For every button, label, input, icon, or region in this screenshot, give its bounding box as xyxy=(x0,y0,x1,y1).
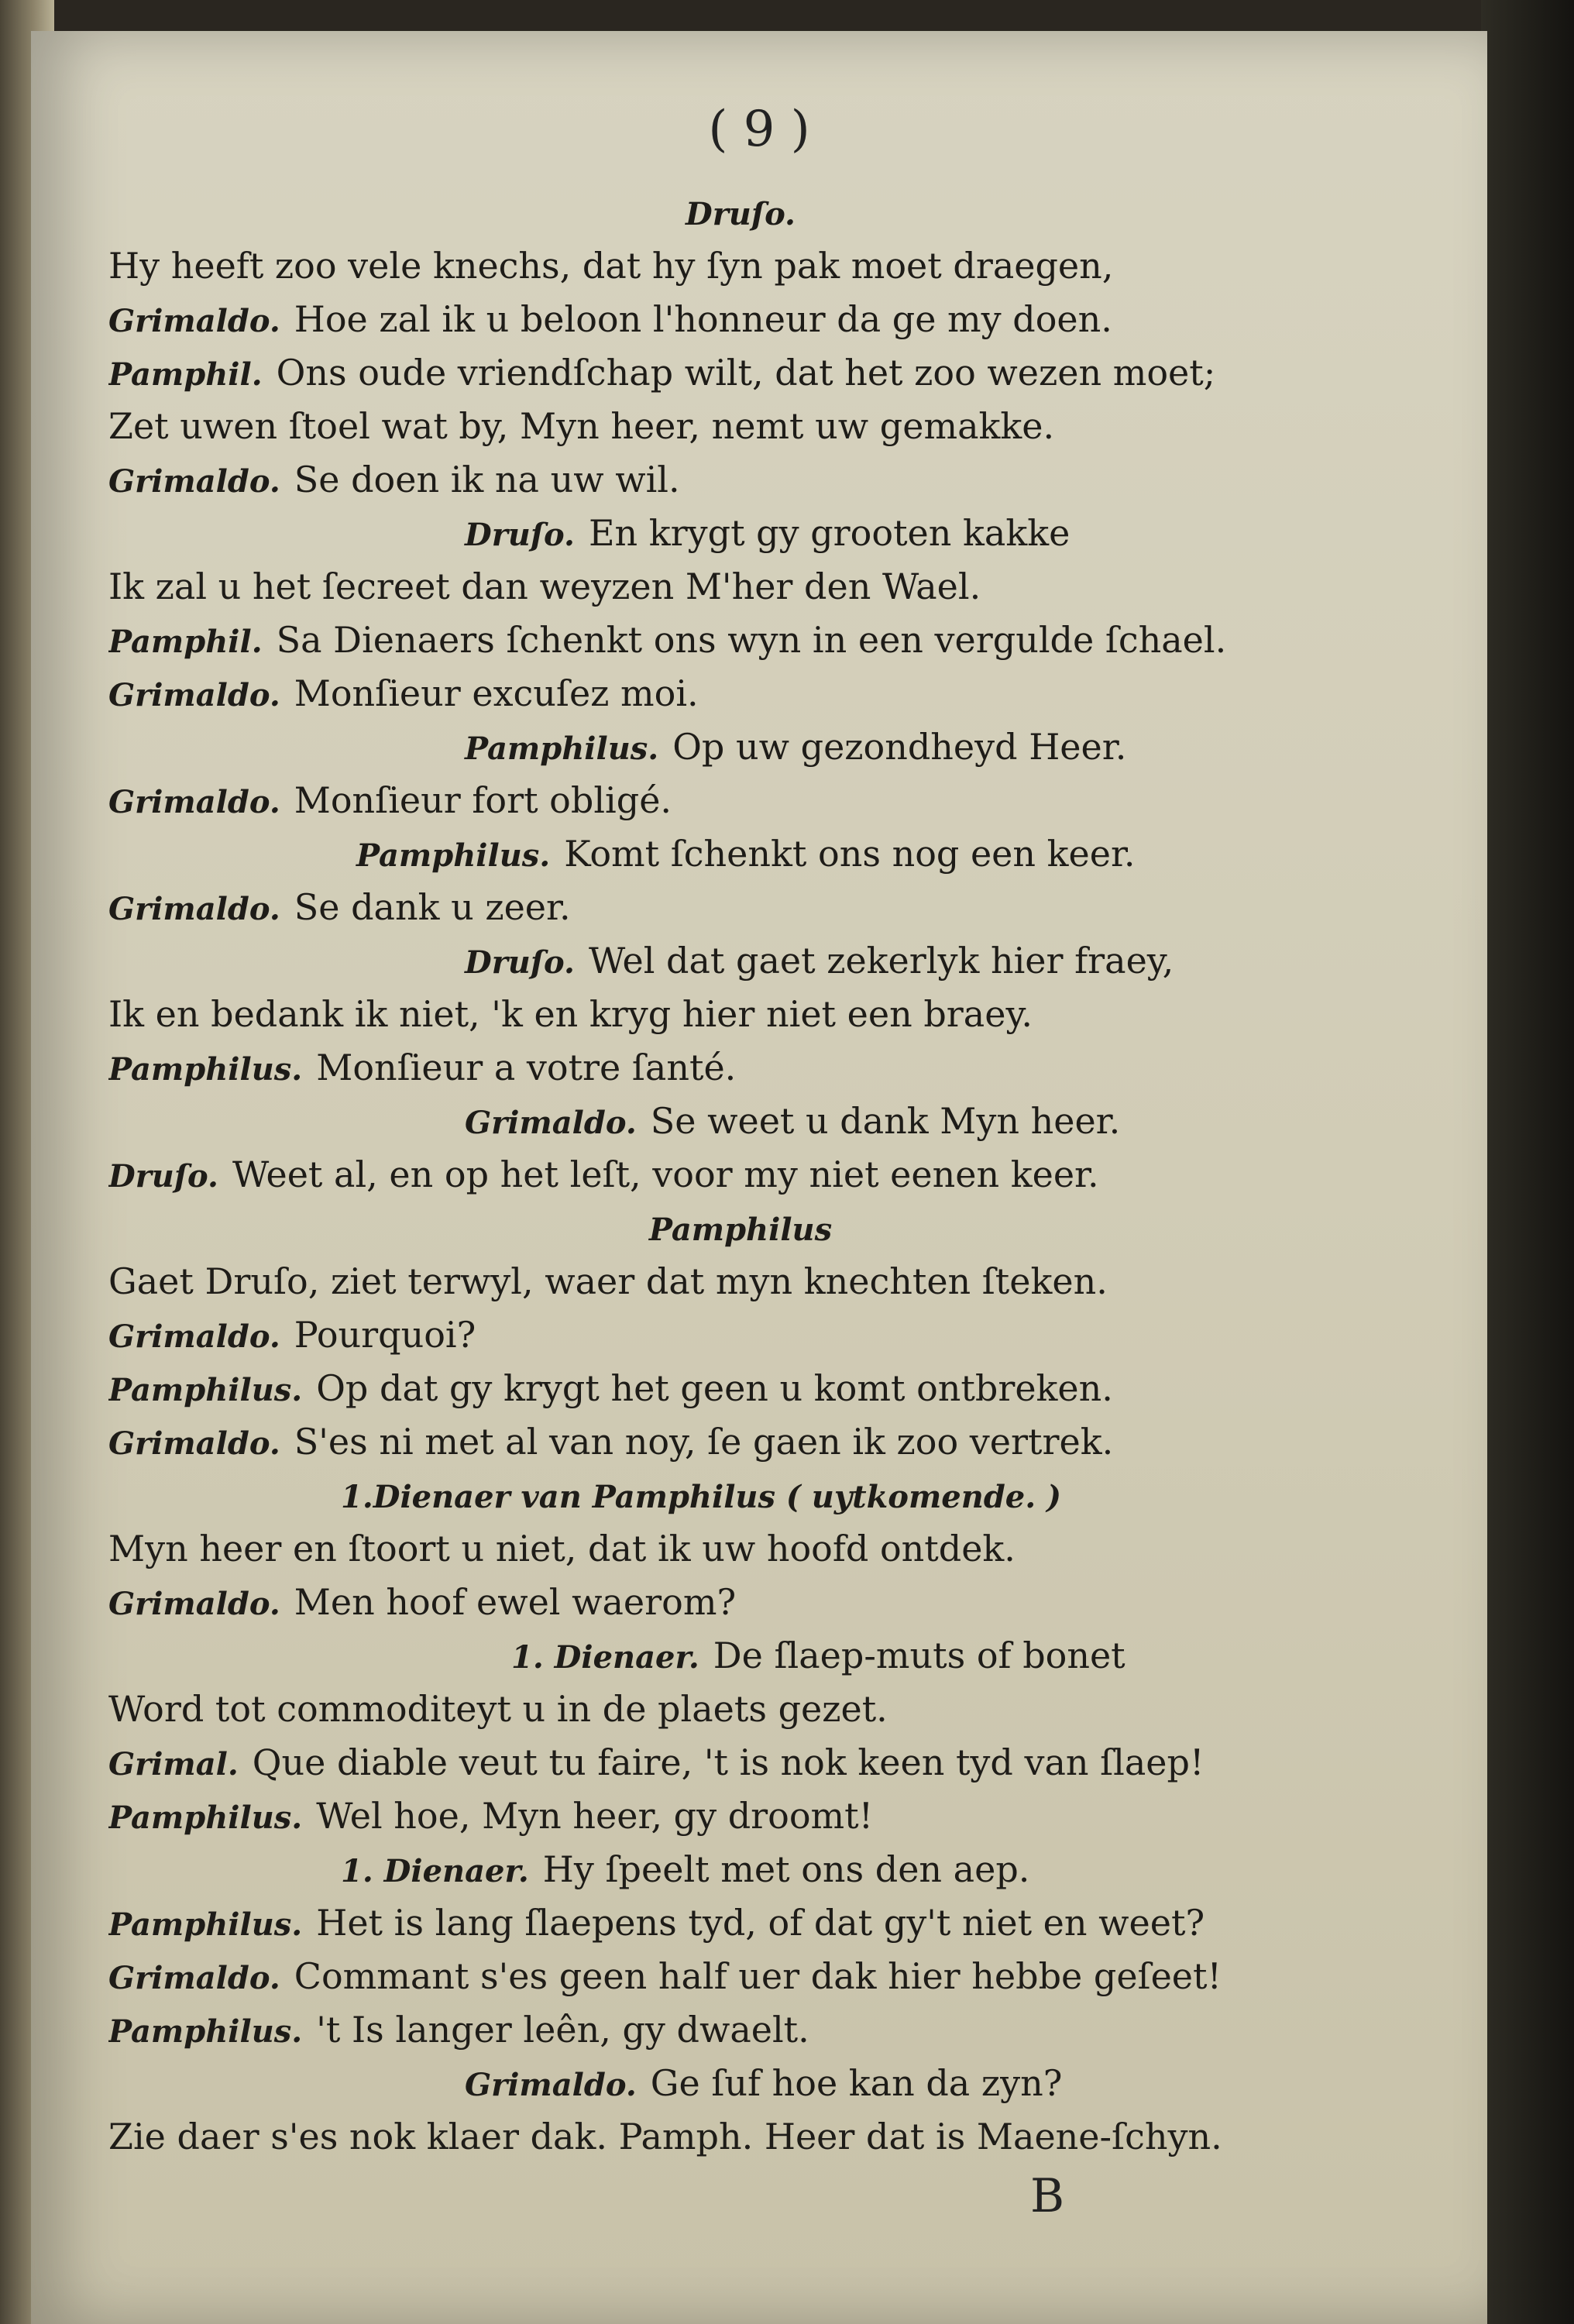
text-line xyxy=(108,293,1387,346)
speaker-name: Pamphilus. xyxy=(465,731,659,767)
text-line xyxy=(108,1522,1387,1576)
text-line xyxy=(108,881,1387,934)
dialogue-text: Ik en bedank ik niet, 'k en kryg hier niet een braey. xyxy=(108,993,1033,1035)
signature-mark: B xyxy=(1030,2169,1065,2223)
text-line xyxy=(108,827,1387,881)
speaker-name: Grimaldo. xyxy=(108,784,280,820)
dialogue-text: Wel dat gaet zekerlyk hier fraey, xyxy=(588,940,1174,982)
speaker-name: 1. Dienaer. xyxy=(511,1639,699,1676)
speaker-name: 1. Dienaer. xyxy=(341,1853,529,1889)
speaker-name: Pamphilus. xyxy=(108,1372,303,1408)
speaker-name: 1.Dienaer van Pamphilus ( uytkomende. ) xyxy=(341,1479,1062,1515)
speaker-name: Druſo. xyxy=(465,944,575,981)
dialogue-text: Op dat gy krygt het geen u komt ontbreken. xyxy=(316,1367,1113,1409)
dialogue-text: Ons oude vriendſchap wilt, dat het zoo wezen moet; xyxy=(276,352,1216,394)
dialogue-text: Ik zal u het ſecreet dan weyzen M'her den Wael. xyxy=(108,566,981,607)
dialogue-text: En krygt gy grooten kakke xyxy=(588,512,1071,554)
text-line xyxy=(108,1041,1387,1095)
speaker-name: Grimaldo. xyxy=(108,1318,280,1355)
speaker-name: Grimaldo. xyxy=(108,303,280,339)
text-line xyxy=(108,346,1387,400)
dialogue-text: Het is lang ſlaepens tyd, of dat gy't niet en weet? xyxy=(316,1902,1205,1944)
dialogue-text: Commant s'es geen half uer dak hier hebbe geſeet! xyxy=(294,1955,1222,1997)
text-line xyxy=(108,667,1387,720)
speaker-name: Pamphilus. xyxy=(108,1906,303,1943)
text-line xyxy=(108,2003,1387,2057)
dialogue-text: De ſlaep-muts of bonet xyxy=(713,1635,1126,1676)
speaker-name: Pamphil. xyxy=(108,356,263,393)
dialogue-text: Monſieur excuſez moi. xyxy=(294,672,699,714)
speaker-name: Pamphilus. xyxy=(108,1800,303,1836)
dialogue-text: Komt ſchenkt ons nog een keer. xyxy=(564,833,1136,875)
text-line xyxy=(108,2057,1387,2110)
text-line xyxy=(108,453,1387,507)
dialogue-text: Pourquoi? xyxy=(294,1314,476,1356)
text-line xyxy=(108,1255,1387,1308)
text-line xyxy=(108,1896,1387,1950)
text-line xyxy=(108,560,1387,614)
speaker-name: Grimaldo. xyxy=(108,1425,280,1462)
text-line xyxy=(108,1308,1387,1362)
text-line xyxy=(108,1683,1387,1736)
dialogue-text: Monſieur a votre ſanté. xyxy=(316,1047,737,1088)
speaker-name: Druſo. xyxy=(108,1158,218,1195)
text-line xyxy=(108,1629,1387,1683)
dialogue-text: Zie daer s'es nok klaer dak. Pamph. Heer dat is Maene-ſchyn. xyxy=(108,2116,1222,2157)
dialogue-text: Hoe zal ik u beloon l'honneur da ge my doen. xyxy=(294,298,1112,340)
dialogue-text: Hy ſpeelt met ons den aep. xyxy=(542,1848,1030,1890)
text-line xyxy=(108,1843,1387,1896)
text-line xyxy=(108,1736,1387,1789)
dialogue-text: Gaet Druſo, ziet terwyl, waer dat myn knechten ſteken. xyxy=(108,1260,1108,1302)
dialogue-text: Word tot commoditeyt u in de plaets gezet. xyxy=(108,1688,888,1730)
speaker-name: Grimaldo. xyxy=(108,891,280,927)
speaker-name: Grimaldo. xyxy=(108,1960,280,1996)
dialogue-text: 't Is langer leên, gy dwaelt. xyxy=(316,2009,809,2051)
speaker-name: Pamphilus xyxy=(648,1212,833,1248)
dialogue-text: Ge ſuf hoe kan da zyn? xyxy=(650,2062,1063,2104)
dialogue-text: Sa Dienaers ſchenkt ons wyn in een vergulde ſchael. xyxy=(276,619,1227,661)
dialogue-text: Se doen ik na uw wil. xyxy=(294,459,680,500)
dialogue-text: Op uw gezondheyd Heer. xyxy=(672,726,1127,768)
text-line xyxy=(108,400,1387,453)
text-line xyxy=(108,1362,1387,1415)
page-number: ( 9 ) xyxy=(708,101,810,158)
dialogue-text: Hy heeft zoo vele knechs, dat hy ſyn pak moet draegen, xyxy=(108,245,1114,287)
text-line xyxy=(108,239,1387,293)
speaker-name: Grimaldo. xyxy=(465,2067,637,2103)
text-line xyxy=(108,1095,1387,1148)
text-line xyxy=(108,614,1387,667)
dialogue-text: Wel hoe, Myn heer, gy droomt! xyxy=(316,1795,874,1837)
speaker-name: Pamphilus. xyxy=(356,837,551,874)
text-line xyxy=(108,186,1387,239)
text-line xyxy=(108,1576,1387,1629)
dialogue-text: Se weet u dank Myn heer. xyxy=(650,1100,1121,1142)
speaker-name: Pamphilus. xyxy=(108,1051,303,1088)
speaker-name: Druſo. xyxy=(686,196,796,232)
dialogue-text: Men hoof ewel waerom? xyxy=(294,1581,737,1623)
text-line xyxy=(108,1789,1387,1843)
text-line xyxy=(108,1469,1387,1522)
text-line xyxy=(108,720,1387,774)
speaker-name: Pamphil. xyxy=(108,624,263,660)
dialogue-text: Myn heer en ſtoort u niet, dat ik uw hoofd ontdek. xyxy=(108,1528,1016,1569)
text-line xyxy=(108,774,1387,827)
speaker-name: Druſo. xyxy=(465,517,575,553)
speaker-name: Grimaldo. xyxy=(465,1105,637,1141)
play-text xyxy=(108,186,1387,2164)
dialogue-text: Que diable veut tu faire, 't is nok keen tyd van ſlaep! xyxy=(252,1741,1205,1783)
dialogue-text: Weet al, en op het leſt, voor my niet eenen keer. xyxy=(232,1153,1099,1195)
dialogue-text: S'es ni met al van noy, ſe gaen ik zoo vertrek. xyxy=(294,1421,1114,1463)
text-line xyxy=(108,988,1387,1041)
speaker-name: Grimaldo. xyxy=(108,1586,280,1622)
text-line xyxy=(108,2110,1387,2164)
text-line xyxy=(108,934,1387,988)
book-cover-edge xyxy=(1481,0,1574,2324)
text-line xyxy=(108,507,1387,560)
text-line xyxy=(108,1950,1387,2003)
dialogue-text: Se dank u zeer. xyxy=(294,886,571,928)
dialogue-text: Monſieur fort obligé. xyxy=(294,779,672,821)
speaker-name: Grimal. xyxy=(108,1746,239,1783)
text-line xyxy=(108,1148,1387,1202)
speaker-name: Grimaldo. xyxy=(108,677,280,713)
speaker-name: Pamphilus. xyxy=(108,2013,303,2050)
text-line xyxy=(108,1415,1387,1469)
book-page xyxy=(31,31,1487,2324)
speaker-name: Grimaldo. xyxy=(108,463,280,500)
dialogue-text: Zet uwen ſtoel wat by, Myn heer, nemt uw gemakke. xyxy=(108,405,1055,447)
text-line xyxy=(108,1202,1387,1255)
